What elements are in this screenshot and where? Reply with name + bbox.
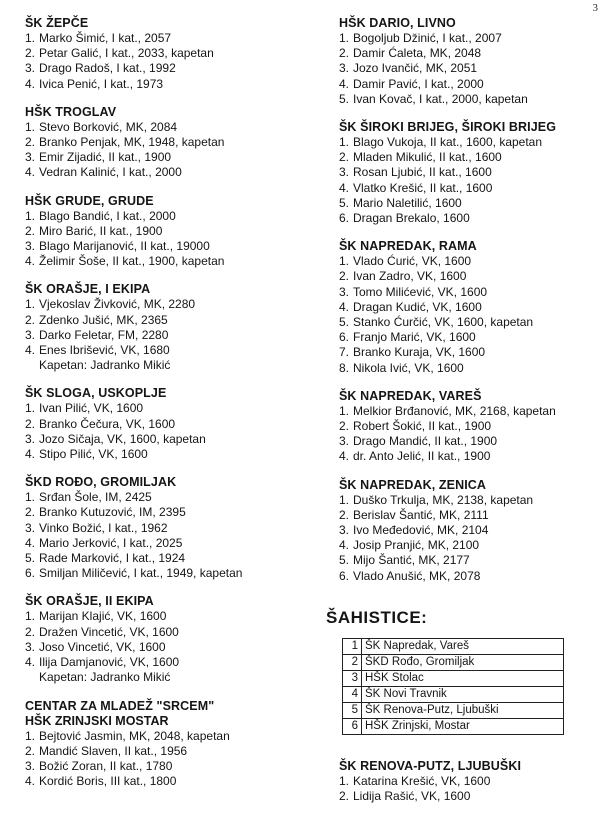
team-block	[339, 478, 595, 584]
player-number: 1.	[339, 31, 350, 45]
player-number: 5.	[339, 91, 350, 106]
player-entry	[25, 120, 315, 135]
player-list	[339, 493, 595, 584]
player-entry	[339, 285, 595, 300]
player-list	[25, 209, 315, 270]
team-block	[339, 239, 595, 376]
team-name: HŠK TROGLAV	[25, 104, 117, 119]
player-number: 3.	[339, 165, 350, 180]
player-details: Vlado Anušić, MK, 2078	[353, 568, 481, 583]
player-entry	[25, 401, 315, 416]
club-name: ŠK Novi Travnik	[362, 686, 564, 702]
team-block	[25, 386, 315, 462]
player-number: 3.	[339, 284, 350, 299]
player-details: Srđan Šole, IM, 2425	[39, 490, 152, 505]
club-name: ŠK Renova-Putz, Ljubuški	[362, 702, 564, 718]
player-entry	[339, 361, 595, 376]
team-captain: Kapetan: Jadranko Mikić	[39, 670, 171, 685]
player-details: Lidija Rašić, VK, 1600	[353, 789, 471, 804]
table-row	[343, 686, 564, 702]
team-block	[25, 594, 315, 685]
player-entry	[339, 150, 595, 165]
player-number: 2.	[25, 223, 36, 238]
player-list	[25, 401, 315, 462]
player-number: 3.	[25, 431, 36, 446]
player-entry	[25, 224, 315, 239]
player-entry	[25, 744, 315, 759]
player-entry	[339, 569, 595, 584]
player-number: 1.	[25, 609, 36, 624]
club-name: HŠK Stolac	[362, 670, 564, 686]
player-number: 8.	[339, 360, 350, 375]
player-entry	[339, 419, 595, 434]
player-details: Blago Bandić, I kat., 2000	[39, 208, 176, 223]
player-number: 3.	[25, 758, 36, 773]
player-details: Nikola Ivić, VK, 1600	[353, 360, 464, 375]
player-entry	[339, 135, 595, 150]
player-details: Ilija Damjanović, VK, 1600	[39, 655, 180, 670]
table-row	[343, 670, 564, 686]
player-entry	[339, 31, 595, 46]
player-number: 2.	[25, 743, 36, 758]
player-details: Robert Šokić, II kat., 1900	[353, 419, 492, 434]
player-details: Stevo Borković, MK, 2084	[39, 119, 178, 134]
right-column	[326, 16, 595, 817]
player-details: Blago Vukoja, II kat., 1600, kapetan	[353, 135, 543, 150]
player-number: 3.	[25, 520, 36, 535]
player-number: 6.	[339, 330, 350, 345]
player-number: 4.	[25, 165, 36, 180]
player-entry	[25, 774, 315, 789]
player-details: Duško Trkulja, MK, 2138, kapetan	[353, 492, 534, 507]
player-entry	[25, 521, 315, 536]
team-name: ŠK NAPREDAK, VAREŠ	[339, 388, 482, 403]
player-entry	[339, 92, 595, 107]
player-entry	[25, 729, 315, 744]
team-block	[339, 16, 595, 107]
player-details: Ivan Kovač, I kat., 2000, kapetan	[353, 91, 528, 106]
player-number: 1.	[25, 119, 36, 134]
player-number: 1.	[25, 401, 36, 416]
player-entry	[25, 655, 315, 670]
player-number: 3.	[25, 239, 36, 254]
player-details: Mario Naletilić, 1600	[353, 195, 462, 210]
player-details: Bogoljub Džinić, I kat., 2007	[353, 31, 502, 45]
row-index: 2	[343, 654, 362, 670]
player-details: Rosan Ljubić, II kat., 1600	[353, 165, 492, 180]
player-entry	[25, 625, 315, 640]
player-entry	[25, 536, 315, 551]
player-list	[339, 254, 595, 376]
player-entry	[339, 345, 595, 360]
player-entry	[25, 150, 315, 165]
team-name: ŠKD ROĐO, GROMILJAK	[25, 475, 177, 490]
player-details: Mijo Šantić, MK, 2177	[353, 553, 470, 568]
player-entry	[339, 300, 595, 315]
team-name: ŠK RENOVA-PUTZ, LJUBUŠKI	[339, 758, 522, 773]
player-details: Vlatko Krešić, II kat., 1600	[353, 180, 493, 195]
team-name: ŠK ORAŠJE, I EKIPA	[25, 282, 151, 297]
player-number: 3.	[25, 61, 36, 76]
player-details: Mario Jerković, I kat., 2025	[39, 535, 183, 550]
player-number: 2.	[339, 507, 350, 522]
player-entry	[25, 31, 315, 46]
player-details: Ivan Zadro, VK, 1600	[353, 269, 467, 284]
player-entry	[25, 505, 315, 520]
player-details: Marijan Klajić, VK, 1600	[39, 609, 167, 624]
player-details: Ivica Penić, I kat., 1973	[39, 76, 164, 91]
player-number: 3.	[339, 523, 350, 538]
player-entry	[25, 566, 315, 581]
player-number: 6.	[339, 211, 350, 226]
player-entry	[339, 61, 595, 76]
player-details: Ivan Pilić, VK, 1600	[39, 401, 144, 416]
player-number: 4.	[25, 774, 36, 789]
table-row	[343, 702, 564, 718]
player-entry	[25, 313, 315, 328]
player-details: Dragan Brekalo, 1600	[353, 211, 470, 226]
player-entry	[339, 165, 595, 180]
player-details: Božić Zoran, II kat., 1780	[39, 758, 173, 773]
player-details: Damir Pavić, I kat., 2000	[353, 76, 484, 91]
player-details: Drago Mandić, II kat., 1900	[353, 434, 498, 449]
player-entry	[25, 135, 315, 150]
player-number: 5.	[339, 553, 350, 568]
team-name: ŠK ORAŠJE, II EKIPA	[25, 594, 154, 609]
player-number: 6.	[25, 566, 36, 581]
player-details: Berislav Šantić, MK, 2111	[353, 507, 489, 522]
player-entry	[339, 404, 595, 419]
player-number: 7.	[339, 345, 350, 360]
player-number: 2.	[25, 46, 36, 61]
row-index: 1	[343, 638, 362, 654]
player-details: Melkior Brđanović, MK, 2168, kapetan	[353, 403, 556, 418]
player-entry	[25, 490, 315, 505]
player-details: Mladen Mikulić, II kat., 1600	[353, 150, 502, 165]
player-details: Darko Feletar, FM, 2280	[39, 327, 169, 342]
player-details: Jozo Sičaja, VK, 1600, kapetan	[39, 431, 206, 446]
player-details: Mandić Slaven, II kat., 1956	[39, 743, 188, 758]
player-details: dr. Anto Jelić, II kat., 1900	[353, 449, 491, 464]
team-block	[339, 389, 595, 465]
player-number: 5.	[339, 195, 350, 210]
page-number: 3	[592, 2, 598, 14]
player-list	[339, 135, 595, 226]
player-details: Vjekoslav Živković, MK, 2280	[39, 297, 196, 312]
right-bottom-team	[339, 759, 595, 804]
player-list	[25, 120, 315, 181]
player-number: 1.	[25, 297, 36, 312]
team-name: ŠK SLOGA, USKOPLJE	[25, 386, 167, 401]
player-entry	[339, 434, 595, 449]
team-block	[25, 699, 315, 790]
table-row	[343, 638, 564, 654]
player-entry	[25, 328, 315, 343]
player-details: Želimir Šoše, II kat., 1900, kapetan	[39, 254, 225, 269]
player-entry	[339, 211, 595, 226]
team-name: ŠK ŠIROKI BRIJEG, ŠIROKI BRIJEG	[339, 120, 557, 135]
player-number: 2.	[25, 312, 36, 327]
player-details: Smiljan Miličević, I kat., 1949, kapetan	[39, 566, 243, 581]
player-number: 4.	[339, 76, 350, 91]
player-entry	[339, 181, 595, 196]
player-details: Rade Marković, I kat., 1924	[39, 551, 186, 566]
row-index: 6	[343, 718, 362, 734]
player-number: 1.	[339, 254, 350, 269]
player-entry	[339, 523, 595, 538]
player-number: 3.	[25, 327, 36, 342]
player-details: Bejtović Jasmin, MK, 2048, kapetan	[39, 728, 230, 743]
team-name: ŠK NAPREDAK, RAMA	[339, 239, 477, 254]
player-number: 2.	[339, 150, 350, 165]
player-entry	[25, 609, 315, 624]
player-entry	[25, 417, 315, 432]
player-list	[339, 31, 595, 107]
player-details: Josip Pranjić, MK, 2100	[353, 538, 480, 553]
player-details: Dražen Vincetić, VK, 1600	[39, 624, 179, 639]
player-number: 1.	[339, 135, 350, 150]
team-name: HŠK DARIO, LIVNO	[339, 16, 456, 30]
player-details: Stanko Ćurčić, VK, 1600, kapetan	[353, 315, 534, 330]
player-number: 1.	[339, 773, 350, 788]
right-team-list	[339, 16, 595, 584]
team-name-secondary: HŠK ZRINJSKI MOSTAR	[25, 713, 169, 728]
player-entry	[339, 254, 595, 269]
women-heading: ŠAHISTICE:	[326, 607, 428, 627]
player-number: 4.	[25, 447, 36, 462]
player-number: 1.	[25, 31, 36, 45]
player-number: 4.	[339, 180, 350, 195]
player-entry	[25, 254, 315, 269]
player-number: 3.	[25, 150, 36, 165]
player-number: 1.	[25, 728, 36, 743]
player-details: Damir Ćaleta, MK, 2048	[353, 46, 482, 61]
player-number: 2.	[339, 269, 350, 284]
player-details: Drago Radoš, I kat., 1992	[39, 61, 176, 76]
player-details: Branko Penjak, MK, 1948, kapetan	[39, 135, 225, 150]
player-list	[25, 31, 315, 92]
player-list	[25, 729, 315, 790]
player-entry	[25, 432, 315, 447]
player-details: Joso Vincetić, VK, 1600	[39, 639, 166, 654]
player-details: Katarina Krešić, VK, 1600	[353, 773, 491, 788]
player-entry	[339, 315, 595, 330]
player-entry	[25, 61, 315, 76]
player-number: 2.	[339, 419, 350, 434]
player-entry	[25, 640, 315, 655]
player-number: 2.	[339, 46, 350, 61]
player-number: 6.	[339, 568, 350, 583]
player-list	[25, 609, 315, 670]
team-block	[25, 475, 315, 581]
player-number: 2.	[25, 135, 36, 150]
team-block	[25, 194, 315, 270]
team-block	[25, 282, 315, 373]
player-details: Dragan Kudić, VK, 1600	[353, 299, 482, 314]
table-row	[343, 718, 564, 734]
player-entry	[339, 77, 595, 92]
player-number: 4.	[339, 538, 350, 553]
player-number: 1.	[339, 492, 350, 507]
player-entry	[339, 196, 595, 211]
player-entry	[25, 209, 315, 224]
player-entry	[25, 77, 315, 92]
player-entry	[339, 269, 595, 284]
player-entry	[339, 789, 595, 804]
player-number: 4.	[25, 254, 36, 269]
player-entry	[25, 759, 315, 774]
player-number: 5.	[339, 315, 350, 330]
player-details: Marko Šimić, I kat., 2057	[39, 31, 172, 45]
player-list	[25, 297, 315, 358]
player-entry	[25, 551, 315, 566]
player-number: 2.	[25, 505, 36, 520]
club-name: HŠK Zrinjski, Mostar	[362, 718, 564, 734]
player-details: Vinko Božić, I kat., 1962	[39, 520, 168, 535]
player-entry	[25, 297, 315, 312]
player-list	[339, 774, 595, 804]
player-entry	[25, 46, 315, 61]
table-row	[343, 654, 564, 670]
player-number: 3.	[339, 434, 350, 449]
player-number: 4.	[25, 655, 36, 670]
player-details: Stipo Pilić, VK, 1600	[39, 447, 148, 462]
player-entry	[339, 493, 595, 508]
player-number: 4.	[339, 299, 350, 314]
player-entry	[339, 449, 595, 464]
player-details: Petar Galić, I kat., 2033, kapetan	[39, 46, 214, 61]
player-details: Zdenko Jušić, MK, 2365	[39, 312, 168, 327]
player-number: 4.	[25, 76, 36, 91]
player-entry	[25, 447, 315, 462]
row-index: 3	[343, 670, 362, 686]
player-details: Branko Kuraja, VK, 1600	[353, 345, 486, 360]
player-entry	[339, 330, 595, 345]
player-details: Jozo Ivančić, MK, 2051	[353, 61, 478, 76]
player-details: Franjo Marić, VK, 1600	[353, 330, 476, 345]
player-details: Branko Čečura, VK, 1600	[39, 416, 176, 431]
player-entry	[339, 538, 595, 553]
player-details: Enes Ibrišević, VK, 1680	[39, 343, 170, 358]
player-number: 3.	[25, 639, 36, 654]
team-block	[25, 105, 315, 181]
player-entry	[339, 46, 595, 61]
player-details: Kordić Boris, III kat., 1800	[39, 774, 177, 789]
team-block	[339, 120, 595, 226]
player-entry	[339, 774, 595, 789]
team-name: ŠK ŽEPČE	[25, 16, 89, 30]
team-block	[25, 16, 315, 92]
player-details: Branko Kutuzović, IM, 2395	[39, 505, 186, 520]
player-number: 2.	[25, 624, 36, 639]
player-number: 5.	[25, 551, 36, 566]
team-name: ŠK NAPREDAK, ZENICA	[339, 477, 487, 492]
women-clubs-table	[342, 638, 564, 735]
club-name: ŠKD Rođo, Gromiljak	[362, 654, 564, 670]
player-entry	[339, 508, 595, 523]
player-entry	[25, 239, 315, 254]
player-details: Miro Barić, II kat., 1900	[39, 223, 163, 238]
left-column	[25, 16, 315, 802]
player-number: 2.	[25, 416, 36, 431]
player-number: 4.	[25, 343, 36, 358]
player-details: Emir Zijadić, II kat., 1900	[39, 150, 172, 165]
player-number: 3.	[339, 61, 350, 76]
player-details: Blago Marijanović, II kat., 19000	[39, 239, 210, 254]
player-number: 1.	[339, 403, 350, 418]
player-details: Ivo Međedović, MK, 2104	[353, 523, 489, 538]
club-name: ŠK Napredak, Vareš	[362, 638, 564, 654]
player-number: 4.	[25, 535, 36, 550]
row-index: 5	[343, 702, 362, 718]
player-details: Vlado Ćurić, VK, 1600	[353, 254, 472, 269]
player-number: 4.	[339, 449, 350, 464]
team-name: CENTAR ZA MLADEŽ "SRCEM"	[25, 698, 215, 713]
team-name: HŠK GRUDE, GRUDE	[25, 193, 154, 208]
player-number: 1.	[25, 490, 36, 505]
player-list	[25, 490, 315, 581]
player-list	[339, 404, 595, 465]
player-details: Vedran Kalinić, I kat., 2000	[39, 165, 182, 180]
player-entry	[25, 343, 315, 358]
team-block	[339, 759, 595, 804]
team-captain: Kapetan: Jadranko Mikić	[39, 358, 171, 373]
player-entry	[339, 553, 595, 568]
player-number: 2.	[339, 789, 350, 804]
row-index: 4	[343, 686, 362, 702]
player-number: 1.	[25, 208, 36, 223]
player-entry	[25, 165, 315, 180]
player-details: Tomo Milićević, VK, 1600	[353, 284, 488, 299]
